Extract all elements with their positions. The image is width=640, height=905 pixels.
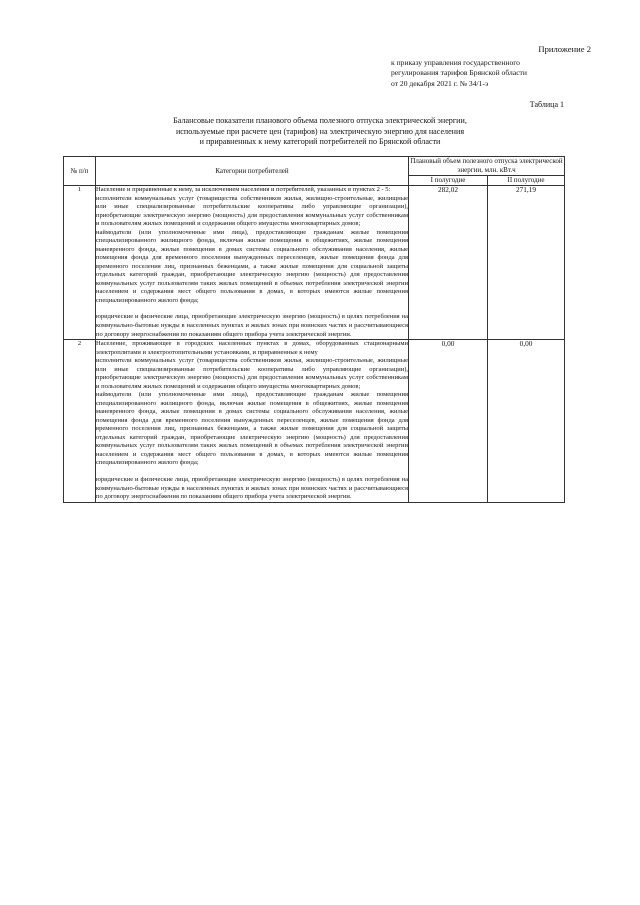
category-cell bbox=[96, 186, 409, 340]
category-paragraph: наймодатели (или уполномоченные ими лица), предоставляющие гражданам жилые помещения специализированного жилищного фонда, включая жилые помещения в общежитиях, жилые помещения маневренного фонда, жилые помещения в домах системы социального обслуживания населения, жилые помещения фонда для временного поселения вынужденных переселенцев, жилые помещения фонда для временного поселения лиц, признанных беженцами, а также жилые помещения для социальной защиты отдельных категорий граждан, приобретающие электрическую энергию (мощность) для предоставления коммунальных услуг пользователям таких жилых помещений в объемах потребления электрической энергии населением и содержания мест общего пользования в домах, в которых имеются жилые помещения специализированного жилого фонда; bbox=[96, 228, 408, 304]
category-paragraph: юридические и физические лица, приобретающие электрическую энергию (мощность) в целях потребления на коммунально-бытовые нужды в населенных пунктах и жилых зонах при воинских частях и рассчитывающиеся по договору энергоснабжения по показаниям общего прибора учета электрической энергии. bbox=[96, 476, 408, 501]
half1-value: 282,02 bbox=[409, 186, 488, 340]
category-paragraph: Население, проживающее в городских населенных пунктах в домах, оборудованных стационарными электроплитами и электроотопительными установками, и приравненные к нему bbox=[96, 340, 408, 356]
appendix-title: Приложение 2 bbox=[538, 44, 591, 54]
category-paragraph: наймодатели (или уполномоченные ими лица), предоставляющие гражданам жилые помещения специализированного жилищного фонда, включая жилые помещения в общежитиях, жилые помещения маневренного фонда, жилые помещения в домах системы социального обслуживания населения, жилые помещения фонда для временного поселения вынужденных переселенцев, жилые помещения фонда для временного поселения лиц, признанных беженцами, а также жилые помещения для социальной защиты отдельных категорий граждан, приобретающие электрическую энергию (мощность) для предоставления коммунальных услуг пользователям таких жилых помещений в объемах потребления электрической энергии населением и содержания мест общего пользования в домах, в которых имеются жилые помещения специализированного жилого фонда; bbox=[96, 391, 408, 467]
half2-value: 271,19 bbox=[488, 186, 565, 340]
category-paragraph: исполнители коммунальных услуг (товарищества собственников жилья, жилищно-строительные, жилищные или иные специализированные потребительские кооперативы либо управляющие организации), приобретающие электрическую энергию (мощность) для предоставления коммунальных услуг собственникам и пользователям жилых помещений и содержания общего имущества многоквартирных домов; bbox=[96, 194, 408, 228]
half1-value: 0,00 bbox=[409, 340, 488, 503]
appendix-line: к приказу управления государственного bbox=[391, 57, 520, 67]
document-heading bbox=[110, 116, 530, 148]
balance-table bbox=[63, 156, 565, 503]
appendix-line: регулирования тарифов Брянской области bbox=[391, 68, 527, 78]
category-paragraph: юридические и физические лица, приобретающие электрическую энергию (мощность) в целях потребления на коммунально-бытовые нужды в населенных пунктах и жилых зонах при воинских частях и рассчитывающиеся по договору энергоснабжения по показаниям общего прибора учета электрической энергии. bbox=[96, 313, 408, 338]
heading-line: и приравненных к нему категорий потребителей по Брянской области bbox=[199, 137, 441, 147]
table-label: Таблица 1 bbox=[529, 100, 564, 109]
half2-value: 0,00 bbox=[488, 340, 565, 503]
row-number: 1 bbox=[64, 186, 96, 340]
table-row bbox=[64, 186, 565, 340]
category-cell bbox=[96, 340, 409, 503]
appendix-line: от 20 декабря 2021 г. № 34/1-э bbox=[391, 78, 489, 88]
heading-line: используемые при расчете цен (тарифов) на электрическую энергию для населения bbox=[175, 126, 465, 136]
header-half2: II полугодие bbox=[488, 176, 565, 186]
heading-line: Балансовые показатели планового объема полезного отпуска электрической энергии, bbox=[173, 116, 467, 125]
category-paragraph: Население и приравненные к нему, за исключением населения и потребителей, указанных в пунктах 2 - 5: bbox=[96, 186, 391, 193]
header-num: № п/п bbox=[64, 157, 96, 186]
category-paragraph: исполнители коммунальных услуг (товарищества собственников жилья, жилищно-строительные, жилищные или иные специализированные потребительские кооперативы либо управляющие организации), приобретающие электрическую энергию (мощность) для предоставления коммунальных услуг собственникам и пользователям жилых помещений и содержания общего имущества многоквартирных домов; bbox=[96, 357, 408, 390]
appendix-block bbox=[391, 44, 591, 89]
header-volume: Плановый объем полезного отпуска электрической энергии, млн. кВт.ч bbox=[410, 157, 563, 174]
row-number: 2 bbox=[64, 340, 96, 503]
header-half1: I полугодие bbox=[409, 176, 488, 186]
header-category: Категории потребителей bbox=[96, 157, 409, 186]
table-row bbox=[64, 340, 565, 503]
